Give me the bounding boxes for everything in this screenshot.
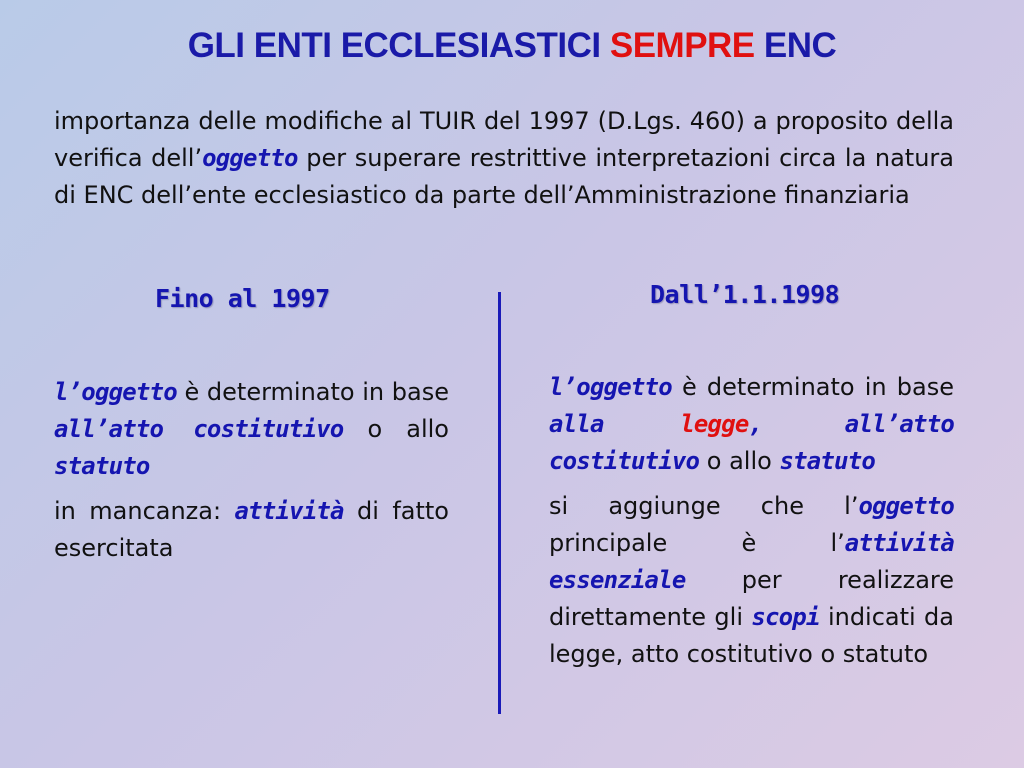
keyword: statuto <box>779 447 875 475</box>
text: si aggiunge che l’ <box>549 492 859 520</box>
text: è determinato in base <box>176 378 449 406</box>
text: principale è l’ <box>549 529 845 557</box>
text: in mancanza: <box>54 497 235 525</box>
title-emphasis: SEMPRE <box>609 26 755 65</box>
intro-paragraph <box>54 103 954 214</box>
keyword: l’oggetto <box>549 373 672 401</box>
column-divider <box>498 292 501 714</box>
text: è determinato in base <box>671 373 954 401</box>
text: o allo <box>699 447 780 475</box>
text: di fatto esercitata <box>54 497 449 562</box>
keyword: all’atto costitutivo <box>54 415 344 443</box>
keyword: , all’atto costitutivo <box>549 410 954 475</box>
left-column <box>54 374 449 567</box>
text: indicati da legge, atto costitutivo o statuto <box>549 603 954 668</box>
left-paragraph-2 <box>54 493 449 567</box>
left-paragraph-1 <box>54 374 449 485</box>
keyword: scopi <box>751 603 820 631</box>
keyword: statuto <box>54 452 150 480</box>
intro-text-after: per superare restrittive interpretazioni circa la natura di ENC dell’ente ecclesiastico da parte dell’Amministrazione finanziaria <box>54 144 954 209</box>
text: o allo <box>343 415 449 443</box>
keyword-red: legge <box>680 410 749 438</box>
keyword: oggetto <box>858 492 954 520</box>
intro-keyword: oggetto <box>202 144 298 172</box>
right-column <box>549 369 954 673</box>
right-column-heading: Dall’1.1.1998 <box>650 280 840 309</box>
slide-title <box>0 26 1024 66</box>
left-column-heading: Fino al 1997 <box>155 284 330 313</box>
keyword: l’oggetto <box>54 378 177 406</box>
keyword: attività essenziale <box>549 529 954 594</box>
text: per realizzare direttamente gli <box>549 566 954 631</box>
keyword: attività <box>234 497 344 525</box>
keyword: alla <box>549 410 604 438</box>
right-paragraph-2 <box>549 488 954 673</box>
title-part-3: ENC <box>763 26 837 65</box>
right-paragraph-1 <box>549 369 954 480</box>
intro-text-before: importanza delle modifiche al TUIR del 1997 (D.Lgs. 460) a proposito della verifica dell’ <box>54 107 954 172</box>
title-part-1: GLI ENTI ECCLESIASTICI <box>187 26 601 65</box>
